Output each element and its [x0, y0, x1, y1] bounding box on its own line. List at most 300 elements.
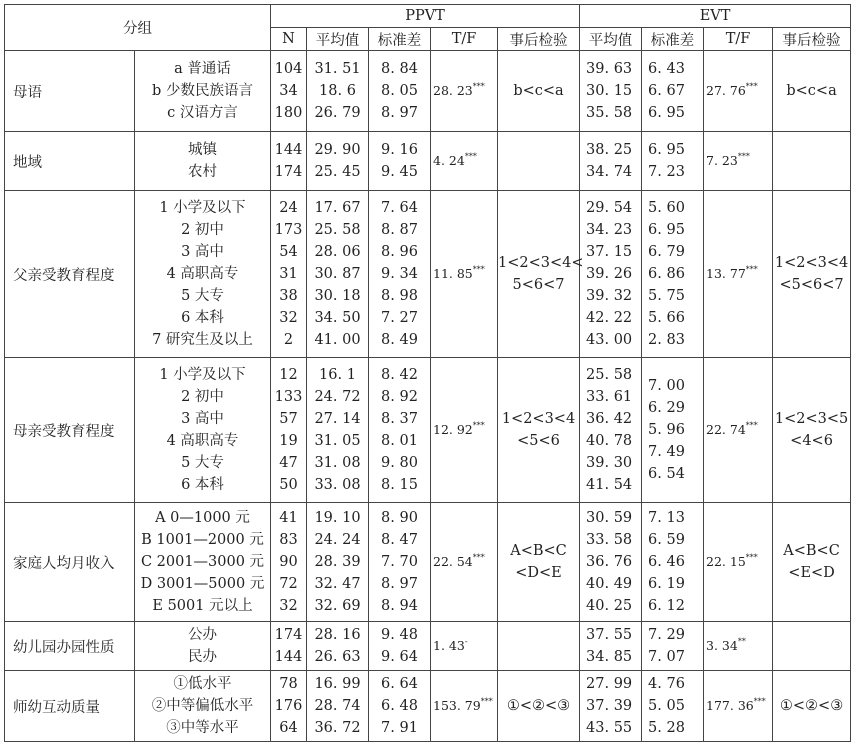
evt-tf-cell-value: 7. 23: [706, 153, 738, 168]
ppvt-posthoc-cell-line: 5<6<7: [512, 277, 565, 293]
evt-mean-cell: [580, 358, 642, 503]
ppvt-mean-value: 28. 16: [314, 627, 361, 643]
ppvt-sd-cell: [369, 51, 431, 132]
ppvt-tf-cell: [431, 191, 498, 358]
ppvt-tf-cell-value: 153. 79: [433, 698, 481, 713]
ppvt-tf-cell-value: 11. 85: [433, 266, 473, 281]
evt-sd-value: 2. 83: [648, 332, 685, 348]
evt-posthoc-cell: [773, 191, 851, 358]
evt-posthoc-cell-line: <E<D: [788, 565, 835, 581]
evt-sd-header: 标准差: [642, 28, 704, 51]
n-value: 78: [279, 676, 298, 692]
evt-tf-cell-significance: ***: [737, 152, 750, 162]
n-cell: [271, 358, 307, 503]
subgroup-value: 6 本科: [181, 477, 224, 493]
evt-sd-cell: [642, 622, 704, 671]
ppvt-tf-cell-value: 1. 43: [433, 638, 465, 653]
ppvt-sd-value: 8. 97: [381, 576, 418, 592]
evt-tf-cell-value: 22. 15: [706, 554, 746, 569]
evt-posthoc-cell: [773, 51, 851, 132]
ppvt-sd-value: 8. 90: [381, 510, 418, 526]
ppvt-tf-cell-significance: ***: [472, 553, 485, 563]
ppvt-sd-value: 7. 64: [381, 200, 418, 216]
evt-posthoc-cell-line: <4<6: [790, 433, 833, 449]
subgroup-value: 2 初中: [181, 222, 224, 238]
ppvt-sd-value: 8. 42: [381, 367, 418, 383]
evt-mean-header: 平均值: [580, 28, 642, 51]
evt-sd-value: 6. 54: [648, 466, 685, 482]
subgroup-value: E 5001 元以上: [152, 598, 253, 614]
table-row: [5, 191, 851, 358]
ppvt-posthoc-cell-line: 1<2<3<4: [501, 411, 576, 427]
subgroup-value: B 1001—2000 元: [141, 532, 264, 548]
ppvt-sd-value: 6. 48: [381, 698, 418, 714]
evt-sd-value: 6. 46: [648, 554, 685, 570]
n-cell: [271, 503, 307, 622]
evt-tf-cell-value: 13. 77: [706, 266, 746, 281]
evt-mean-value: 36. 42: [586, 411, 633, 427]
evt-tf-cell-value: 3. 34: [706, 638, 738, 653]
ppvt-mean-value: 24. 24: [314, 532, 361, 548]
group-name: 师幼互动质量: [5, 671, 135, 742]
evt-mean-cell: [580, 503, 642, 622]
ppvt-tf-cell-value: 12. 92: [433, 422, 473, 437]
evt-sd-cell: [642, 671, 704, 742]
evt-mean-value: 40. 25: [586, 598, 633, 614]
evt-tf-cell-value: 27. 76: [706, 83, 746, 98]
evt-tf-header: T/F: [704, 28, 773, 51]
evt-sd-value: 6. 59: [648, 532, 685, 548]
evt-posthoc-cell-line: A<B<C: [783, 543, 840, 559]
evt-mean-value: 33. 61: [586, 389, 633, 405]
group-name: 母亲受教育程度: [5, 358, 135, 503]
evt-mean-value: 34. 23: [586, 222, 633, 238]
ppvt-sd-value: 9. 64: [381, 649, 418, 665]
ppvt-sd-value: 8. 94: [381, 598, 418, 614]
ppvt-posthoc-header: 事后检验: [498, 28, 580, 51]
ppvt-sd-value: 9. 34: [381, 266, 418, 282]
subgroup-value: 4 高职高专: [166, 266, 239, 282]
n-value: 57: [279, 411, 298, 427]
evt-tf-cell: [704, 622, 773, 671]
subgroup-value: 公办: [188, 627, 217, 643]
ppvt-sd-value: 7. 91: [381, 720, 418, 736]
ppvt-mean-cell: [307, 191, 369, 358]
ppvt-sd-value: 8. 92: [381, 389, 418, 405]
table-row: [5, 503, 851, 622]
ppvt-tf-cell-significance: ***: [480, 697, 493, 707]
ppvt-posthoc-cell-line: A<B<C: [510, 543, 567, 559]
n-cell: [271, 191, 307, 358]
ppvt-sd-value: 9. 80: [381, 455, 418, 471]
n-value: 144: [274, 649, 303, 665]
n-cell: [271, 671, 307, 742]
ppvt-mean-value: 27. 14: [314, 411, 361, 427]
ppvt-mean-cell: [307, 51, 369, 132]
evt-mean-value: 37. 15: [586, 244, 633, 260]
n-cell: [271, 622, 307, 671]
ppvt-posthoc-cell: [498, 132, 580, 191]
ppvt-sd-value: 6. 64: [381, 676, 418, 692]
ppvt-mean-value: 30. 18: [314, 288, 361, 304]
n-value: 83: [279, 532, 298, 548]
ppvt-tf-cell-significance: ***: [472, 265, 485, 275]
evt-mean-value: 35. 58: [586, 105, 633, 121]
ppvt-mean-value: 31. 05: [314, 433, 361, 449]
evt-posthoc-header: 事后检验: [773, 28, 851, 51]
evt-tf-cell-significance: ***: [753, 697, 766, 707]
subgroup-value: 6 本科: [181, 310, 224, 326]
ppvt-mean-cell: [307, 671, 369, 742]
evt-posthoc-cell-line: ①<②<③: [779, 698, 844, 714]
evt-tf-cell: [704, 671, 773, 742]
ppvt-sd-value: 8. 87: [381, 222, 418, 238]
subgroup-cell: [135, 622, 271, 671]
ppvt-sd-value: 7. 27: [381, 310, 418, 326]
ppvt-mean-value: 16. 1: [319, 367, 356, 383]
evt-sd-value: 5. 96: [648, 422, 685, 438]
ppvt-tf-cell: [431, 622, 498, 671]
ppvt-tf-cell-value: 28. 23: [433, 83, 473, 98]
ppvt-mean-value: 25. 58: [314, 222, 361, 238]
ppvt-tf-cell-significance: ***: [464, 152, 477, 162]
evt-tf-cell: [704, 191, 773, 358]
evt-mean-value: 36. 76: [586, 554, 633, 570]
evt-mean-cell: [580, 671, 642, 742]
ppvt-mean-value: 28. 39: [314, 554, 361, 570]
group-name: 幼儿园办园性质: [5, 622, 135, 671]
n-value: 2: [283, 332, 294, 348]
evt-sd-value: 7. 13: [648, 510, 685, 526]
ppvt-tf-cell-significance: -: [464, 637, 468, 647]
ppvt-mean-value: 26. 79: [314, 105, 361, 121]
n-value: 12: [279, 367, 298, 383]
subgroup-value: 3 高中: [181, 244, 224, 260]
evt-mean-value: 43. 00: [586, 332, 633, 348]
evt-sd-value: 6. 79: [648, 244, 685, 260]
ppvt-mean-value: 41. 00: [314, 332, 361, 348]
evt-mean-value: 27. 99: [586, 676, 633, 692]
n-value: 34: [279, 83, 298, 99]
evt-mean-value: 39. 32: [586, 288, 633, 304]
evt-mean-cell: [580, 132, 642, 191]
subgroup-cell: [135, 671, 271, 742]
subgroup-value: 城镇: [188, 142, 217, 158]
evt-sd-value: 7. 29: [648, 627, 685, 643]
n-value: 144: [274, 142, 303, 158]
evt-sd-value: 7. 49: [648, 444, 685, 460]
ppvt-sd-value: 7. 70: [381, 554, 418, 570]
evt-mean-value: 29. 54: [586, 200, 633, 216]
evt-tf-cell: [704, 358, 773, 503]
ppvt-mean-value: 18. 6: [319, 83, 356, 99]
ppvt-mean-value: 29. 90: [314, 142, 361, 158]
table-row: [5, 671, 851, 742]
ppvt-sd-value: 8. 37: [381, 411, 418, 427]
subgroup-value: 2 初中: [181, 389, 224, 405]
ppvt-sd-value: 9. 45: [381, 164, 418, 180]
evt-sd-value: 7. 23: [648, 164, 685, 180]
evt-mean-value: 38. 25: [586, 142, 633, 158]
subgroup-value: D 3001—5000 元: [140, 576, 265, 592]
evt-sd-cell: [642, 358, 704, 503]
evt-mean-value: 42. 22: [586, 310, 633, 326]
subgroup-cell: [135, 358, 271, 503]
evt-mean-value: 30. 59: [586, 510, 633, 526]
evt-sd-value: 6. 29: [648, 400, 685, 416]
group-name: 母语: [5, 51, 135, 132]
ppvt-sd-cell: [369, 132, 431, 191]
subgroup-value: ①低水平: [173, 676, 232, 692]
n-value: 72: [279, 576, 298, 592]
evt-sd-cell: [642, 51, 704, 132]
statistics-table: [4, 4, 851, 742]
subgroup-cell: [135, 132, 271, 191]
evt-posthoc-cell-line: 1<2<3<4: [774, 255, 849, 271]
ppvt-mean-header: 平均值: [307, 28, 369, 51]
n-value: 24: [279, 200, 298, 216]
ppvt-sd-value: 8. 98: [381, 288, 418, 304]
ppvt-posthoc-cell: [498, 622, 580, 671]
evt-mean-cell: [580, 191, 642, 358]
subgroup-value: a 普通话: [174, 61, 231, 77]
subgroup-value: 3 高中: [181, 411, 224, 427]
evt-sd-value: 5. 60: [648, 200, 685, 216]
table-row: [5, 358, 851, 503]
ppvt-sd-value: 8. 01: [381, 433, 418, 449]
ppvt-posthoc-cell-line: 1<2<3<4<: [498, 255, 584, 271]
subgroup-value: 1 小学及以下: [159, 200, 246, 216]
n-value: 47: [279, 455, 298, 471]
n-cell: [271, 51, 307, 132]
evt-mean-value: 41. 54: [586, 477, 633, 493]
n-value: 176: [274, 698, 303, 714]
n-value: 104: [274, 61, 303, 77]
n-value: 32: [279, 598, 298, 614]
ppvt-tf-cell: [431, 671, 498, 742]
ppvt-sd-value: 9. 16: [381, 142, 418, 158]
n-cell: [271, 132, 307, 191]
evt-sd-value: 6. 19: [648, 576, 685, 592]
n-value: 174: [274, 164, 303, 180]
evt-header: EVT: [580, 5, 851, 28]
evt-sd-value: 6. 95: [648, 222, 685, 238]
group-name: 家庭人均月收入: [5, 503, 135, 622]
ppvt-sd-value: 8. 96: [381, 244, 418, 260]
evt-sd-value: 5. 66: [648, 310, 685, 326]
evt-mean-value: 37. 55: [586, 627, 633, 643]
subgroup-value: 4 高职高专: [166, 433, 239, 449]
evt-posthoc-cell: [773, 671, 851, 742]
table-note-fragment: [8, 742, 12, 756]
evt-mean-value: 39. 63: [586, 61, 633, 77]
ppvt-header: PPVT: [271, 5, 580, 28]
n-header: N: [271, 28, 307, 51]
ppvt-mean-value: 31. 08: [314, 455, 361, 471]
evt-mean-value: 39. 30: [586, 455, 633, 471]
ppvt-tf-cell-value: 22. 54: [433, 554, 473, 569]
evt-posthoc-cell-line: 1<2<3<5: [774, 411, 849, 427]
ppvt-tf-header: T/F: [431, 28, 498, 51]
n-value: 41: [279, 510, 298, 526]
evt-posthoc-cell: [773, 132, 851, 191]
ppvt-posthoc-cell: [498, 503, 580, 622]
n-value: 50: [279, 477, 298, 493]
ppvt-tf-cell-significance: ***: [472, 421, 485, 431]
subgroup-cell: [135, 51, 271, 132]
ppvt-sd-cell: [369, 503, 431, 622]
subgroup-value: b 少数民族语言: [152, 83, 253, 99]
ppvt-sd-value: 8. 49: [381, 332, 418, 348]
ppvt-posthoc-cell: [498, 191, 584, 358]
ppvt-tf-cell: [431, 503, 498, 622]
evt-sd-value: 5. 75: [648, 288, 685, 304]
subgroup-value: ②中等偏低水平: [151, 698, 254, 714]
table-row: [5, 132, 851, 191]
ppvt-mean-value: 36. 72: [314, 720, 361, 736]
table-row: [5, 622, 851, 671]
subgroup-cell: [135, 503, 271, 622]
n-value: 173: [274, 222, 303, 238]
subgroup-value: 民办: [188, 649, 217, 665]
subgroup-value: 5 大专: [181, 288, 224, 304]
ppvt-mean-value: 32. 47: [314, 576, 361, 592]
n-value: 180: [274, 105, 303, 121]
n-value: 19: [279, 433, 298, 449]
group-name: 父亲受教育程度: [5, 191, 135, 358]
subgroup-value: 农村: [188, 164, 217, 180]
ppvt-sd-header: 标准差: [369, 28, 431, 51]
subgroup-value: c 汉语方言: [167, 105, 238, 121]
ppvt-mean-cell: [307, 358, 369, 503]
evt-mean-value: 40. 78: [586, 433, 633, 449]
evt-tf-cell-significance: ***: [745, 82, 758, 92]
evt-tf-cell: [704, 51, 773, 132]
evt-mean-value: 30. 15: [586, 83, 633, 99]
ppvt-sd-cell: [369, 622, 431, 671]
evt-sd-value: 7. 07: [648, 649, 685, 665]
evt-mean-cell: [580, 51, 642, 132]
evt-tf-cell: [704, 503, 773, 622]
ppvt-sd-cell: [369, 671, 431, 742]
subgroup-value: 7 研究生及以上: [152, 332, 253, 348]
evt-tf-cell: [704, 132, 773, 191]
ppvt-posthoc-cell-line: b<c<a: [513, 83, 564, 99]
evt-mean-cell: [580, 622, 642, 671]
group-name: 地域: [5, 132, 135, 191]
evt-mean-value: 33. 58: [586, 532, 633, 548]
evt-sd-value: 7. 00: [648, 378, 685, 394]
ppvt-posthoc-cell-line: <D<E: [515, 565, 562, 581]
subgroup-value: 1 小学及以下: [159, 367, 246, 383]
ppvt-tf-cell-significance: ***: [472, 82, 485, 92]
ppvt-sd-value: 8. 47: [381, 532, 418, 548]
evt-posthoc-cell: [773, 622, 851, 671]
evt-mean-value: 37. 39: [586, 698, 633, 714]
n-value: 54: [279, 244, 298, 260]
evt-tf-cell-value: 22. 74: [706, 422, 746, 437]
evt-sd-value: 6. 95: [648, 105, 685, 121]
evt-sd-value: 6. 95: [648, 142, 685, 158]
evt-tf-cell-significance: ***: [745, 265, 758, 275]
evt-mean-value: 25. 58: [586, 367, 633, 383]
evt-tf-cell-significance: **: [737, 637, 746, 647]
ppvt-mean-value: 32. 69: [314, 598, 361, 614]
ppvt-sd-value: 8. 97: [381, 105, 418, 121]
ppvt-posthoc-cell-line: <5<6: [517, 433, 560, 449]
evt-mean-value: 34. 74: [586, 164, 633, 180]
ppvt-posthoc-cell: [498, 51, 580, 132]
evt-mean-value: 40. 49: [586, 576, 633, 592]
evt-posthoc-cell: [773, 503, 851, 622]
ppvt-tf-cell-value: 4. 24: [433, 153, 465, 168]
group-header: 分组: [5, 5, 271, 51]
subgroup-value: C 2001—3000 元: [140, 554, 265, 570]
n-value: 38: [279, 288, 298, 304]
ppvt-posthoc-cell: [498, 358, 580, 503]
ppvt-mean-cell: [307, 622, 369, 671]
ppvt-sd-cell: [369, 191, 431, 358]
evt-posthoc-cell: [773, 358, 851, 503]
evt-sd-cell: [642, 503, 704, 622]
evt-sd-value: 5. 28: [648, 720, 685, 736]
ppvt-posthoc-cell: [498, 671, 580, 742]
table-body: [5, 51, 851, 742]
evt-mean-value: 34. 85: [586, 649, 633, 665]
ppvt-sd-value: 8. 84: [381, 61, 418, 77]
ppvt-mean-value: 33. 08: [314, 477, 361, 493]
ppvt-mean-value: 28. 06: [314, 244, 361, 260]
ppvt-posthoc-cell-line: ①<②<③: [506, 698, 571, 714]
ppvt-sd-cell: [369, 358, 431, 503]
ppvt-mean-value: 26. 63: [314, 649, 361, 665]
ppvt-mean-value: 31. 51: [314, 61, 361, 77]
evt-sd-value: 6. 43: [648, 61, 685, 77]
ppvt-mean-value: 24. 72: [314, 389, 361, 405]
evt-sd-value: 6. 86: [648, 266, 685, 282]
ppvt-sd-value: 8. 15: [381, 477, 418, 493]
ppvt-sd-value: 9. 48: [381, 627, 418, 643]
ppvt-sd-value: 8. 05: [381, 83, 418, 99]
ppvt-mean-value: 30. 87: [314, 266, 361, 282]
subgroup-value: A 0—1000 元: [155, 510, 250, 526]
evt-sd-value: 4. 76: [648, 676, 685, 692]
evt-mean-value: 43. 55: [586, 720, 633, 736]
evt-tf-cell-significance: ***: [745, 553, 758, 563]
n-value: 133: [274, 389, 303, 405]
evt-sd-value: 5. 05: [648, 698, 685, 714]
ppvt-tf-cell: [431, 358, 498, 503]
n-value: 90: [279, 554, 298, 570]
ppvt-mean-value: 34. 50: [314, 310, 361, 326]
ppvt-mean-cell: [307, 503, 369, 622]
n-value: 64: [279, 720, 298, 736]
evt-posthoc-cell-line: b<c<a: [786, 83, 837, 99]
evt-tf-cell-value: 177. 36: [706, 698, 754, 713]
n-value: 31: [279, 266, 298, 282]
ppvt-mean-value: 28. 74: [314, 698, 361, 714]
ppvt-tf-cell: [431, 51, 498, 132]
subgroup-value: 5 大专: [181, 455, 224, 471]
subgroup-value: ③中等水平: [166, 720, 239, 736]
evt-posthoc-cell-line: <5<6<7: [779, 277, 844, 293]
ppvt-mean-value: 16. 99: [314, 676, 361, 692]
evt-mean-value: 39. 26: [586, 266, 633, 282]
evt-sd-value: 6. 12: [648, 598, 685, 614]
ppvt-mean-value: 19. 10: [314, 510, 361, 526]
ppvt-mean-value: 25. 45: [314, 164, 361, 180]
ppvt-mean-cell: [307, 132, 369, 191]
